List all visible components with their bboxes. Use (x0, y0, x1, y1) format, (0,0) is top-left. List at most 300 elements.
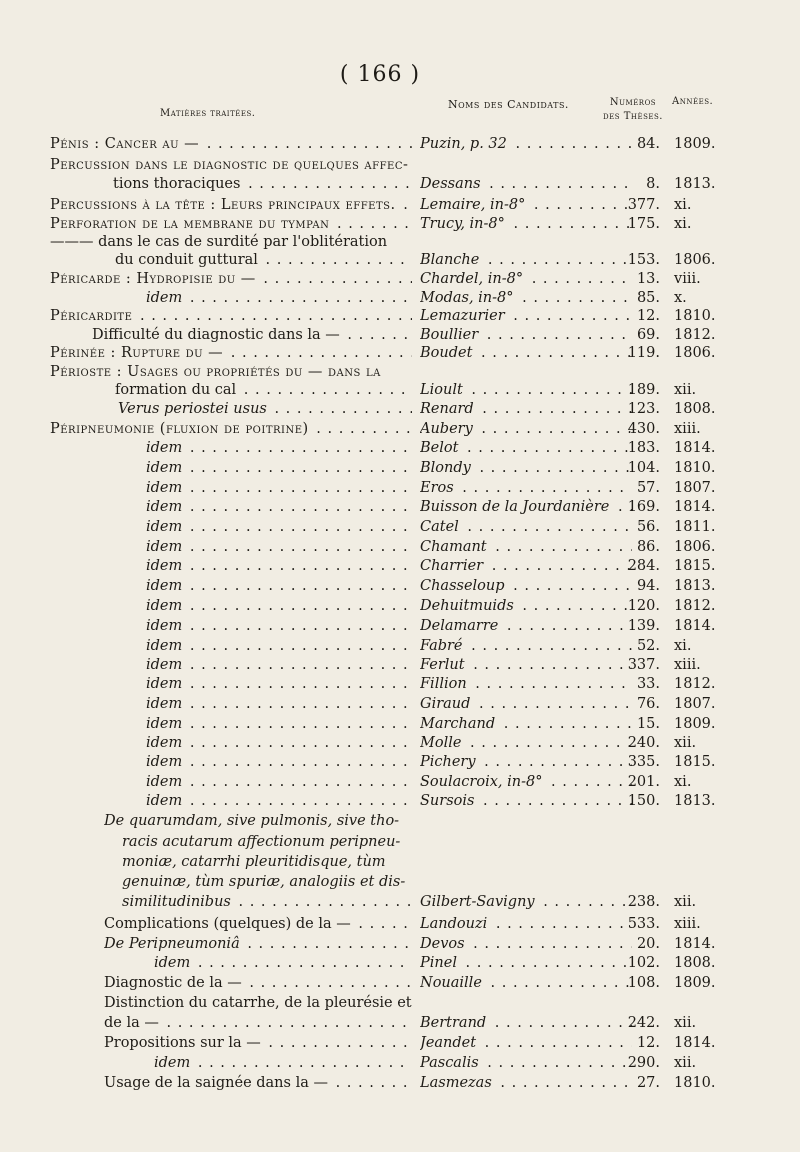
subject-text: Périoste : Usages ou propriétés du — dans la (50, 364, 381, 380)
index-row (0, 872, 800, 892)
thesis-number: 56. (636, 519, 660, 535)
thesis-year: xii. (674, 1055, 697, 1071)
thesis-number: 183. (627, 440, 660, 456)
thesis-year: x. (674, 290, 687, 306)
subject-text: idem (146, 499, 183, 515)
candidate-cell (420, 134, 632, 154)
thesis-year: 1806. (674, 539, 716, 555)
candidate-cell (420, 752, 632, 772)
thesis-number: 153. (627, 252, 660, 268)
candidate-cell (420, 399, 632, 419)
thesis-number: 12. (636, 308, 660, 324)
column-header-subjects: Matières traitées. (160, 108, 256, 119)
column-header-years: Années. (672, 96, 714, 107)
thesis-number: 169. (627, 499, 660, 515)
index-row (0, 232, 800, 252)
candidate-name: Puzin, p. 32 (420, 136, 510, 152)
thesis-year: 1813. (674, 793, 716, 809)
subject-cell (154, 953, 412, 973)
candidate-cell (420, 636, 632, 656)
subject-cell (146, 636, 412, 656)
thesis-year: 1810. (674, 1075, 716, 1091)
subject-text: De Peripneumoniâ (104, 936, 240, 952)
subject-text: racis acutarum affectionum peripneu- (122, 834, 401, 850)
candidate-cell (420, 380, 632, 400)
candidate-cell (420, 1013, 632, 1033)
candidate-name: Chasseloup (420, 578, 508, 594)
thesis-year: 1813. (674, 176, 716, 192)
subject-text: idem (146, 440, 183, 456)
candidate-name: Fillion (420, 676, 470, 692)
subject-cell (146, 694, 412, 714)
index-row (0, 195, 800, 215)
candidate-name: Delamarre (420, 618, 501, 634)
candidate-name: Dessans (420, 176, 484, 192)
index-row (0, 1053, 800, 1073)
candidate-cell (420, 458, 632, 478)
thesis-year: xi. (674, 197, 692, 213)
index-row (0, 1013, 800, 1033)
thesis-year: 1807. (674, 480, 716, 496)
candidate-name: Catel (420, 519, 462, 535)
candidate-cell (420, 791, 632, 811)
subject-cell (146, 438, 412, 458)
subject-cell (50, 362, 440, 382)
index-row (0, 892, 800, 912)
index-row (0, 517, 800, 537)
thesis-year: xi. (674, 638, 692, 654)
subject-text: idem (146, 519, 183, 535)
candidate-cell (420, 733, 632, 753)
candidate-name: Chardel, in-8° (420, 271, 526, 287)
subject-cell (50, 134, 412, 154)
subject-text: moniæ, catarrhi pleuritidisque, tùm (122, 854, 386, 870)
candidate-cell (420, 517, 632, 537)
index-row (0, 616, 800, 636)
subject-cell (113, 174, 412, 194)
candidate-cell (420, 343, 632, 363)
subject-text: Verus periostei usus (118, 401, 267, 417)
index-row (0, 973, 800, 993)
candidate-name: Pichery (420, 754, 479, 770)
subject-text: Péricarde : Hydropisie du — (50, 271, 256, 287)
subject-cell (122, 832, 440, 852)
thesis-number: 12. (636, 1035, 660, 1051)
subject-text: Propositions sur la — (104, 1035, 261, 1051)
subject-text: Usage de la saignée dans la — (104, 1075, 328, 1091)
subject-cell (122, 892, 412, 912)
index-row (0, 250, 800, 270)
index-row (0, 772, 800, 792)
subject-text: idem (146, 735, 183, 751)
thesis-year: 1814. (674, 499, 716, 515)
candidate-cell (420, 478, 632, 498)
subject-cell (146, 616, 412, 636)
thesis-year: 1812. (674, 676, 716, 692)
thesis-number: 139. (627, 618, 660, 634)
candidate-cell (420, 934, 632, 954)
candidate-name: Belot (420, 440, 461, 456)
thesis-number: 377. (627, 197, 660, 213)
thesis-year: xiii. (674, 916, 701, 932)
column-header-thesis-numbers: Numéros des Thèses. (603, 97, 663, 122)
candidate-name: Marchand (420, 716, 498, 732)
index-row (0, 791, 800, 811)
candidate-cell (420, 497, 632, 517)
subject-cell (122, 872, 440, 892)
thesis-year: xiii. (674, 421, 701, 437)
thesis-number: 120. (627, 598, 660, 614)
candidate-name: Landouzi (420, 916, 490, 932)
candidate-cell (420, 438, 632, 458)
candidate-cell (420, 616, 632, 636)
index-row (0, 1033, 800, 1053)
candidate-cell (420, 892, 632, 912)
thesis-number: 85. (636, 290, 660, 306)
index-row (0, 674, 800, 694)
index-row (0, 694, 800, 714)
thesis-year: xii. (674, 382, 697, 398)
subject-cell (146, 714, 412, 734)
subject-cell (92, 325, 412, 345)
candidate-name: Aubery (420, 421, 476, 437)
subject-cell (50, 214, 412, 234)
subject-cell (104, 973, 412, 993)
thesis-year: 1810. (674, 460, 716, 476)
subject-text: idem (146, 480, 183, 496)
thesis-year: 1809. (674, 136, 716, 152)
subject-cell (146, 576, 412, 596)
thesis-number: 175. (627, 216, 660, 232)
thesis-number: 284. (627, 558, 660, 574)
subject-text: idem (146, 539, 183, 555)
subject-text: idem (146, 793, 183, 809)
candidate-cell (420, 556, 632, 576)
index-row (0, 478, 800, 498)
subject-cell (50, 306, 412, 326)
index-row (0, 325, 800, 345)
subject-text: idem (146, 618, 183, 634)
candidate-cell (420, 1073, 632, 1093)
index-row (0, 214, 800, 234)
column-header-candidates: Noms des Candidats. (448, 98, 569, 111)
candidate-cell (420, 596, 632, 616)
subject-cell (146, 556, 412, 576)
thesis-year: xii. (674, 894, 697, 910)
candidate-cell (420, 419, 632, 439)
subject-text: Péripneumonie (fluxion de poitrine) (50, 421, 309, 437)
thesis-year: 1809. (674, 975, 716, 991)
thesis-year: xi. (674, 774, 692, 790)
thesis-year: 1815. (674, 754, 716, 770)
candidate-name: Charrier (420, 558, 486, 574)
subject-cell (146, 458, 412, 478)
index-row (0, 155, 800, 175)
thesis-year: 1807. (674, 696, 716, 712)
index-row (0, 811, 800, 831)
thesis-number: 240. (627, 735, 660, 751)
subject-cell (104, 811, 440, 831)
candidate-name: Gilbert-Savigny (420, 894, 538, 910)
thesis-year: 1810. (674, 308, 716, 324)
thesis-number: 290. (627, 1055, 660, 1071)
thesis-number: 337. (627, 657, 660, 673)
candidate-cell (420, 250, 632, 270)
subject-cell (104, 1013, 412, 1033)
subject-cell (115, 250, 412, 270)
subject-cell (146, 655, 412, 675)
subject-cell (104, 1073, 412, 1093)
thesis-year: 1814. (674, 618, 716, 634)
subject-text: Percussion dans le diagnostic de quelques affec- (50, 157, 409, 173)
candidate-name: Chamant (420, 539, 490, 555)
subject-cell (104, 993, 440, 1013)
subject-cell (50, 419, 412, 439)
thesis-year: 1815. (674, 558, 716, 574)
thesis-year: xii. (674, 1015, 697, 1031)
subject-text: idem (146, 578, 183, 594)
index-row (0, 1073, 800, 1093)
candidate-cell (420, 914, 632, 934)
thesis-number: 242. (627, 1015, 660, 1031)
candidate-name: Lemaire, in-8° (420, 197, 528, 213)
index-row (0, 343, 800, 363)
subject-text: Percussions à la tête : Leurs principaux effets. (50, 197, 396, 213)
index-row (0, 497, 800, 517)
thesis-year: 1808. (674, 401, 716, 417)
subject-text: tions thoraciques (113, 176, 241, 192)
candidate-name: Soulacroix, in-8° (420, 774, 545, 790)
thesis-year: 1808. (674, 955, 716, 971)
thesis-number: 108. (627, 975, 660, 991)
candidate-name: Modas, in-8° (420, 290, 517, 306)
thesis-year: 1814. (674, 1035, 716, 1051)
subject-cell (50, 343, 412, 363)
subject-text: genuinæ, tùm spuriæ, analogiis et dis- (122, 874, 406, 890)
candidate-name: Lasmezas (420, 1075, 495, 1091)
subject-cell (146, 497, 412, 517)
subject-text: Distinction du catarrhe, de la pleurésie et (104, 995, 412, 1011)
subject-text: idem (146, 598, 183, 614)
candidate-cell (420, 694, 632, 714)
index-row (0, 174, 800, 194)
candidate-cell (420, 655, 632, 675)
subject-cell (146, 733, 412, 753)
index-row (0, 832, 800, 852)
subject-text: formation du cal (115, 382, 237, 398)
thesis-number: 123. (627, 401, 660, 417)
thesis-number: 102. (627, 955, 660, 971)
candidate-name: Jeandet (420, 1035, 479, 1051)
candidate-cell (420, 288, 632, 308)
subject-cell (146, 288, 412, 308)
subject-text: idem (146, 657, 183, 673)
candidate-cell (420, 714, 632, 734)
index-row (0, 733, 800, 753)
subject-text: Perforation de la membrane du tympan (50, 216, 330, 232)
index-row (0, 399, 800, 419)
subject-cell (50, 269, 412, 289)
subject-text: idem (146, 290, 183, 306)
subject-text: Diagnostic de la — (104, 975, 242, 991)
thesis-year: 1814. (674, 440, 716, 456)
subject-cell (118, 399, 412, 419)
index-row (0, 914, 800, 934)
thesis-year: 1806. (674, 252, 716, 268)
subject-text: Complications (quelques) de la — (104, 916, 351, 932)
index-row (0, 380, 800, 400)
index-row (0, 458, 800, 478)
candidate-cell (420, 306, 632, 326)
candidate-name: Ferlut (420, 657, 468, 673)
candidate-cell (420, 953, 632, 973)
candidate-cell (420, 214, 632, 234)
subject-text: idem (146, 754, 183, 770)
thesis-number: 57. (636, 480, 660, 496)
candidate-name: Bertrand (420, 1015, 489, 1031)
candidate-cell (420, 174, 632, 194)
subject-cell (122, 852, 440, 872)
candidate-name: Dehuitmuids (420, 598, 517, 614)
index-row (0, 438, 800, 458)
page-number: ( 166 ) (339, 62, 421, 87)
index-row (0, 306, 800, 326)
subject-text: de la — (104, 1015, 159, 1031)
thesis-year: xii. (674, 735, 697, 751)
subject-cell (50, 232, 440, 252)
thesis-number: 201. (627, 774, 660, 790)
index-row (0, 752, 800, 772)
thesis-number: 27. (636, 1075, 660, 1091)
index-row (0, 596, 800, 616)
subject-cell (146, 596, 412, 616)
candidate-name: Boullier (420, 327, 481, 343)
candidate-name: Boudet (420, 345, 475, 361)
subject-text: De quarumdam, sive pulmonis, sive tho- (104, 813, 400, 829)
index-row (0, 269, 800, 289)
index-row (0, 714, 800, 734)
subject-cell (146, 674, 412, 694)
thesis-number: 430. (627, 421, 660, 437)
candidate-name: Lioult (420, 382, 466, 398)
index-row (0, 537, 800, 557)
thesis-year: 1809. (674, 716, 716, 732)
candidate-name: Eros (420, 480, 457, 496)
candidate-cell (420, 973, 632, 993)
subject-cell (146, 772, 412, 792)
thesis-number: 76. (636, 696, 660, 712)
thesis-year: 1814. (674, 936, 716, 952)
subject-text: ——— dans le cas de surdité par l'oblitération (50, 234, 388, 250)
thesis-year: 1812. (674, 598, 716, 614)
subject-text: du conduit guttural (115, 252, 258, 268)
thesis-number: 84. (636, 136, 660, 152)
thesis-number: 52. (636, 638, 660, 654)
thesis-number: 104. (627, 460, 660, 476)
index-row (0, 419, 800, 439)
candidate-cell (420, 537, 632, 557)
subject-cell (50, 155, 440, 175)
thesis-number: 15. (636, 716, 660, 732)
candidate-name: Molle (420, 735, 464, 751)
index-row (0, 636, 800, 656)
thesis-year: 1813. (674, 578, 716, 594)
candidate-cell (420, 576, 632, 596)
candidate-name: Giraud (420, 696, 473, 712)
index-row (0, 852, 800, 872)
candidate-name: Sursois (420, 793, 477, 809)
subject-cell (115, 380, 412, 400)
candidate-cell (420, 674, 632, 694)
subject-text: idem (146, 696, 183, 712)
subject-cell (146, 478, 412, 498)
candidate-cell (420, 195, 632, 215)
subject-text: Pénis : Cancer au — (50, 136, 200, 152)
subject-cell (154, 1053, 412, 1073)
index-row (0, 655, 800, 675)
thesis-number: 94. (636, 578, 660, 594)
subject-text: idem (146, 676, 183, 692)
index-row (0, 993, 800, 1013)
thesis-number: 8. (646, 176, 660, 192)
candidate-cell (420, 269, 632, 289)
subject-text: idem (146, 716, 183, 732)
candidate-name: Fabré (420, 638, 466, 654)
subject-text: idem (146, 558, 183, 574)
index-row (0, 953, 800, 973)
thesis-number: 189. (627, 382, 660, 398)
thesis-number: 335. (627, 754, 660, 770)
subject-text: idem (146, 774, 183, 790)
thesis-year: 1806. (674, 345, 716, 361)
subject-cell (104, 934, 412, 954)
candidate-name: Buisson de la Jourdanière (420, 499, 612, 515)
thesis-number: 86. (636, 539, 660, 555)
subject-text: Péricardite (50, 308, 133, 324)
candidate-cell (420, 772, 632, 792)
index-row (0, 576, 800, 596)
subject-text: Périnée : Rupture du — (50, 345, 224, 361)
thesis-number: 533. (627, 916, 660, 932)
subject-text: Difficulté du diagnostic dans la — (92, 327, 340, 343)
candidate-name: Devos (420, 936, 468, 952)
subject-cell (146, 517, 412, 537)
candidate-cell (420, 325, 632, 345)
thesis-number: 20. (636, 936, 660, 952)
candidate-name: Blanche (420, 252, 482, 268)
index-row (0, 934, 800, 954)
thesis-number: 69. (636, 327, 660, 343)
subject-cell (146, 791, 412, 811)
subject-cell (146, 752, 412, 772)
thesis-number: 150. (627, 793, 660, 809)
index-row (0, 288, 800, 308)
thesis-year: xi. (674, 216, 692, 232)
thesis-year: viii. (674, 271, 701, 287)
index-row (0, 134, 800, 154)
subject-cell (50, 195, 412, 215)
thesis-number: 238. (627, 894, 660, 910)
thesis-year: 1811. (674, 519, 716, 535)
subject-cell (146, 537, 412, 557)
thesis-number: 33. (636, 676, 660, 692)
thesis-number: 13. (636, 271, 660, 287)
candidate-name: Renard (420, 401, 477, 417)
subject-text: idem (154, 1055, 191, 1071)
thesis-year: xiii. (674, 657, 701, 673)
candidate-name: Pascalis (420, 1055, 482, 1071)
candidate-name: Pinel (420, 955, 460, 971)
